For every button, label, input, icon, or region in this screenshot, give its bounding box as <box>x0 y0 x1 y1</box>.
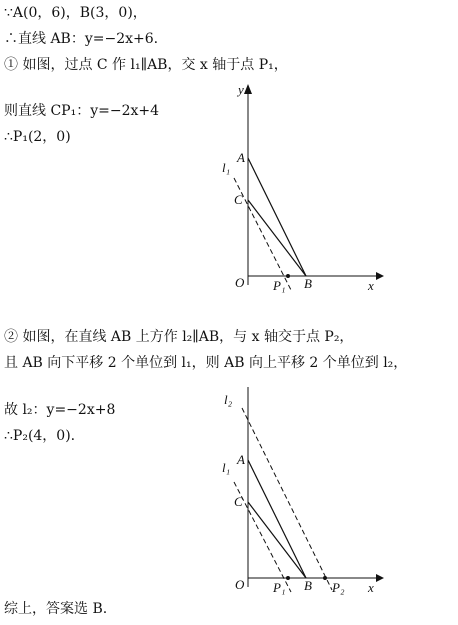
label-x: x <box>368 278 374 293</box>
label-y: y <box>238 82 244 97</box>
point-p1-dot <box>286 576 290 580</box>
label-a: A <box>237 452 245 467</box>
x-axis-arrow <box>376 574 384 582</box>
line-ab-equation: ∴直线 AB：y=−2x+6. <box>4 31 159 47</box>
line-cp1-equation: 则直线 CP₁：y=−2x+4 <box>4 103 160 119</box>
given-points-line: ∵A(0，6)，B(3，0)， <box>4 5 147 21</box>
figure-1 <box>218 80 388 300</box>
label-b: B <box>304 276 312 291</box>
label-l1: l₁ <box>222 160 231 175</box>
segment-cb <box>248 200 306 276</box>
segment-ab <box>248 158 306 276</box>
figure-2 <box>218 382 388 602</box>
label-a: A <box>237 150 245 165</box>
case-1-statement: ① 如图，过点 C 作 l₁∥AB，交 x 轴于点 P₁， <box>4 57 288 73</box>
translation-explanation: 且 AB 向下平移 2 个单位到 l₁，则 AB 向上平移 2 个单位到 l₂， <box>4 355 408 371</box>
label-p1: P₁ <box>273 278 286 293</box>
label-origin: O <box>235 577 245 592</box>
y-axis-arrow <box>244 84 252 94</box>
conclusion: 综上，答案选 B. <box>4 601 108 617</box>
point-p1-dot <box>286 274 290 278</box>
label-b: B <box>304 578 312 593</box>
label-l2: l₂ <box>224 392 233 407</box>
point-p1-result: ∴P₁(2，0) <box>4 129 71 145</box>
label-p2: P₂ <box>332 580 345 595</box>
x-axis-arrow <box>376 272 384 280</box>
case-2-statement: ② 如图，在直线 AB 上方作 l₂∥AB，与 x 轴交于点 P₂， <box>4 329 354 345</box>
label-p1: P₁ <box>273 580 286 595</box>
label-l1: l₁ <box>222 460 231 475</box>
label-c: C <box>234 192 243 207</box>
segment-cb <box>248 502 306 578</box>
label-origin: O <box>235 275 245 290</box>
line-l2 <box>242 408 332 590</box>
label-c: C <box>234 494 243 509</box>
point-p2-dot <box>323 576 327 580</box>
point-p2-result: ∴P₂(4，0). <box>4 428 76 444</box>
label-x: x <box>368 580 374 595</box>
line-l2-equation: 故 l₂：y=−2x+8 <box>4 402 116 418</box>
